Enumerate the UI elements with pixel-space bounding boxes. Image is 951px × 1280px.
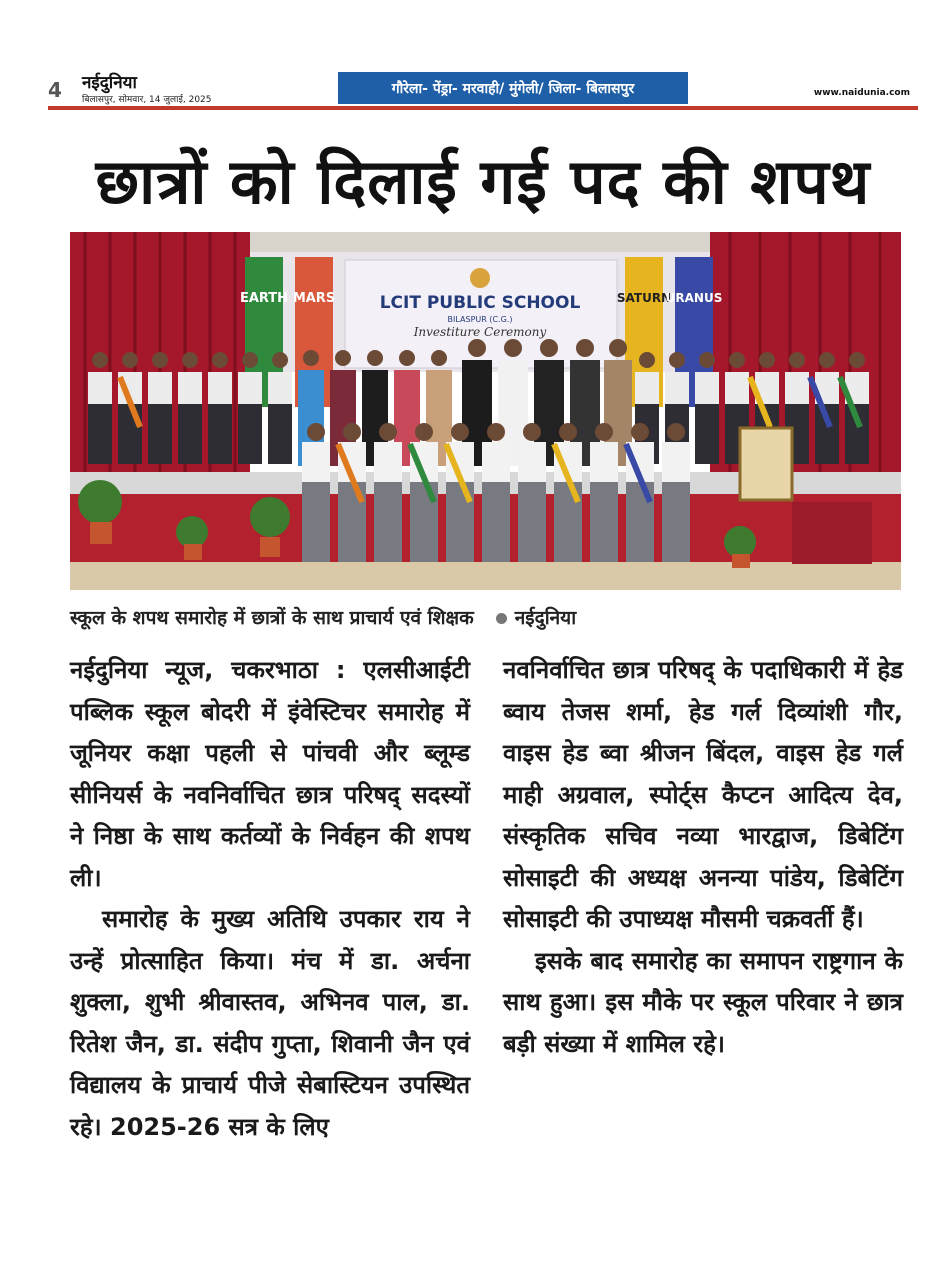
article-byline: नईदुनिया न्यूज, चकरभाठा : [70,656,346,684]
page-number: 4 [48,78,62,102]
flag-saturn: SATURN [616,291,672,305]
article-para-2: समारोह के मुख्य अतिथि उपकार राय ने उन्हें प्रोत्साहित किया। मंच में डा. अर्चना शुक्ला, शुभी श्रीवास्तव, अभिनव पाल, डा. रितेश जैन, डा. संदीप गुप्ता, शिवानी जैन एवं विद्यालय के प्राचार्य पीजे सेबास्टियन उपस्थित रहे। 2025-26 सत्र के लिए [70,905,470,1141]
article-para-4: इसके बाद समारोह का समापन राष्ट्रगान के साथ हुआ। इस मौके पर स्कूल परिवार ने छात्र बड़ी संख्या में शामिल रहे। [503,946,903,1058]
headline: छात्रों को दिलाई गई पद की शपथ [95,145,871,218]
news-photo [70,232,901,590]
newspaper-brand: नईदुनिया [82,73,137,93]
region-banner [338,72,688,104]
bullet-icon [496,613,507,624]
flag-mars: MARS [292,291,336,306]
article-para-1 [70,650,470,899]
article-para-3: नवनिर्वाचित छात्र परिषद् के पदाधिकारी में हेड ब्वाय तेजस शर्मा, हेड गर्ल दिव्यांशी गौर, वाइस हेड ब्वा श्रीजन बिंदल, वाइस हेड गर्ल माही अग्रवाल, स्पोर्ट्स कैप्टन आदित्य देव, संस्कृतिक सचिव नव्या भारद्वाज, डिबेटिंग सोसाइटी की अध्यक्ष अनन्या पांडेय, डिबेटिंग सोसाइटी की उपाध्यक्ष मौसमी चक्रवर्ती हैं। [503,656,903,933]
caption-credit [496,604,576,630]
photo-illustration [70,232,901,590]
caption-text: स्कूल के शपथ समारोह में छात्रों के साथ प्राचार्य एवं शिक्षक [70,607,474,629]
website-url: www.naidunia.com [813,88,910,98]
masthead [48,68,918,110]
dateline: बिलासपुर, सोमवार, 14 जुलाई, 2025 [82,95,212,105]
banner-school-name: LCIT PUBLIC SCHOOL [379,293,581,313]
photo-caption [70,600,901,634]
article-column-left [70,650,470,1148]
banner-event: Investiture Ceremony [413,325,547,339]
region-label: गौरेला- पेंड्रा- मरवाही/ मुंगेली/ जिला- बिलासपुर [391,80,635,97]
header-rule [48,106,918,110]
article-column-right [503,650,903,1065]
flag-uranus: URANUS [665,291,723,305]
flag-earth: EARTH [239,291,289,306]
credit-label: नईदुनिया [514,607,577,629]
banner-city: BILASPUR (C.G.) [447,315,513,324]
article-para-1-text: एलसीआईटी पब्लिक स्कूल बोदरी में इंवेस्टिचर समारोह में जूनियर कक्षा पहली से पांचवी और ब्लूम्ड सीनियर्स के नवनिर्वाचित छात्र परिषद् सदस्यों ने निष्ठा के साथ कर्तव्यों के निर्वहन की शपथ ली। [70,656,470,892]
